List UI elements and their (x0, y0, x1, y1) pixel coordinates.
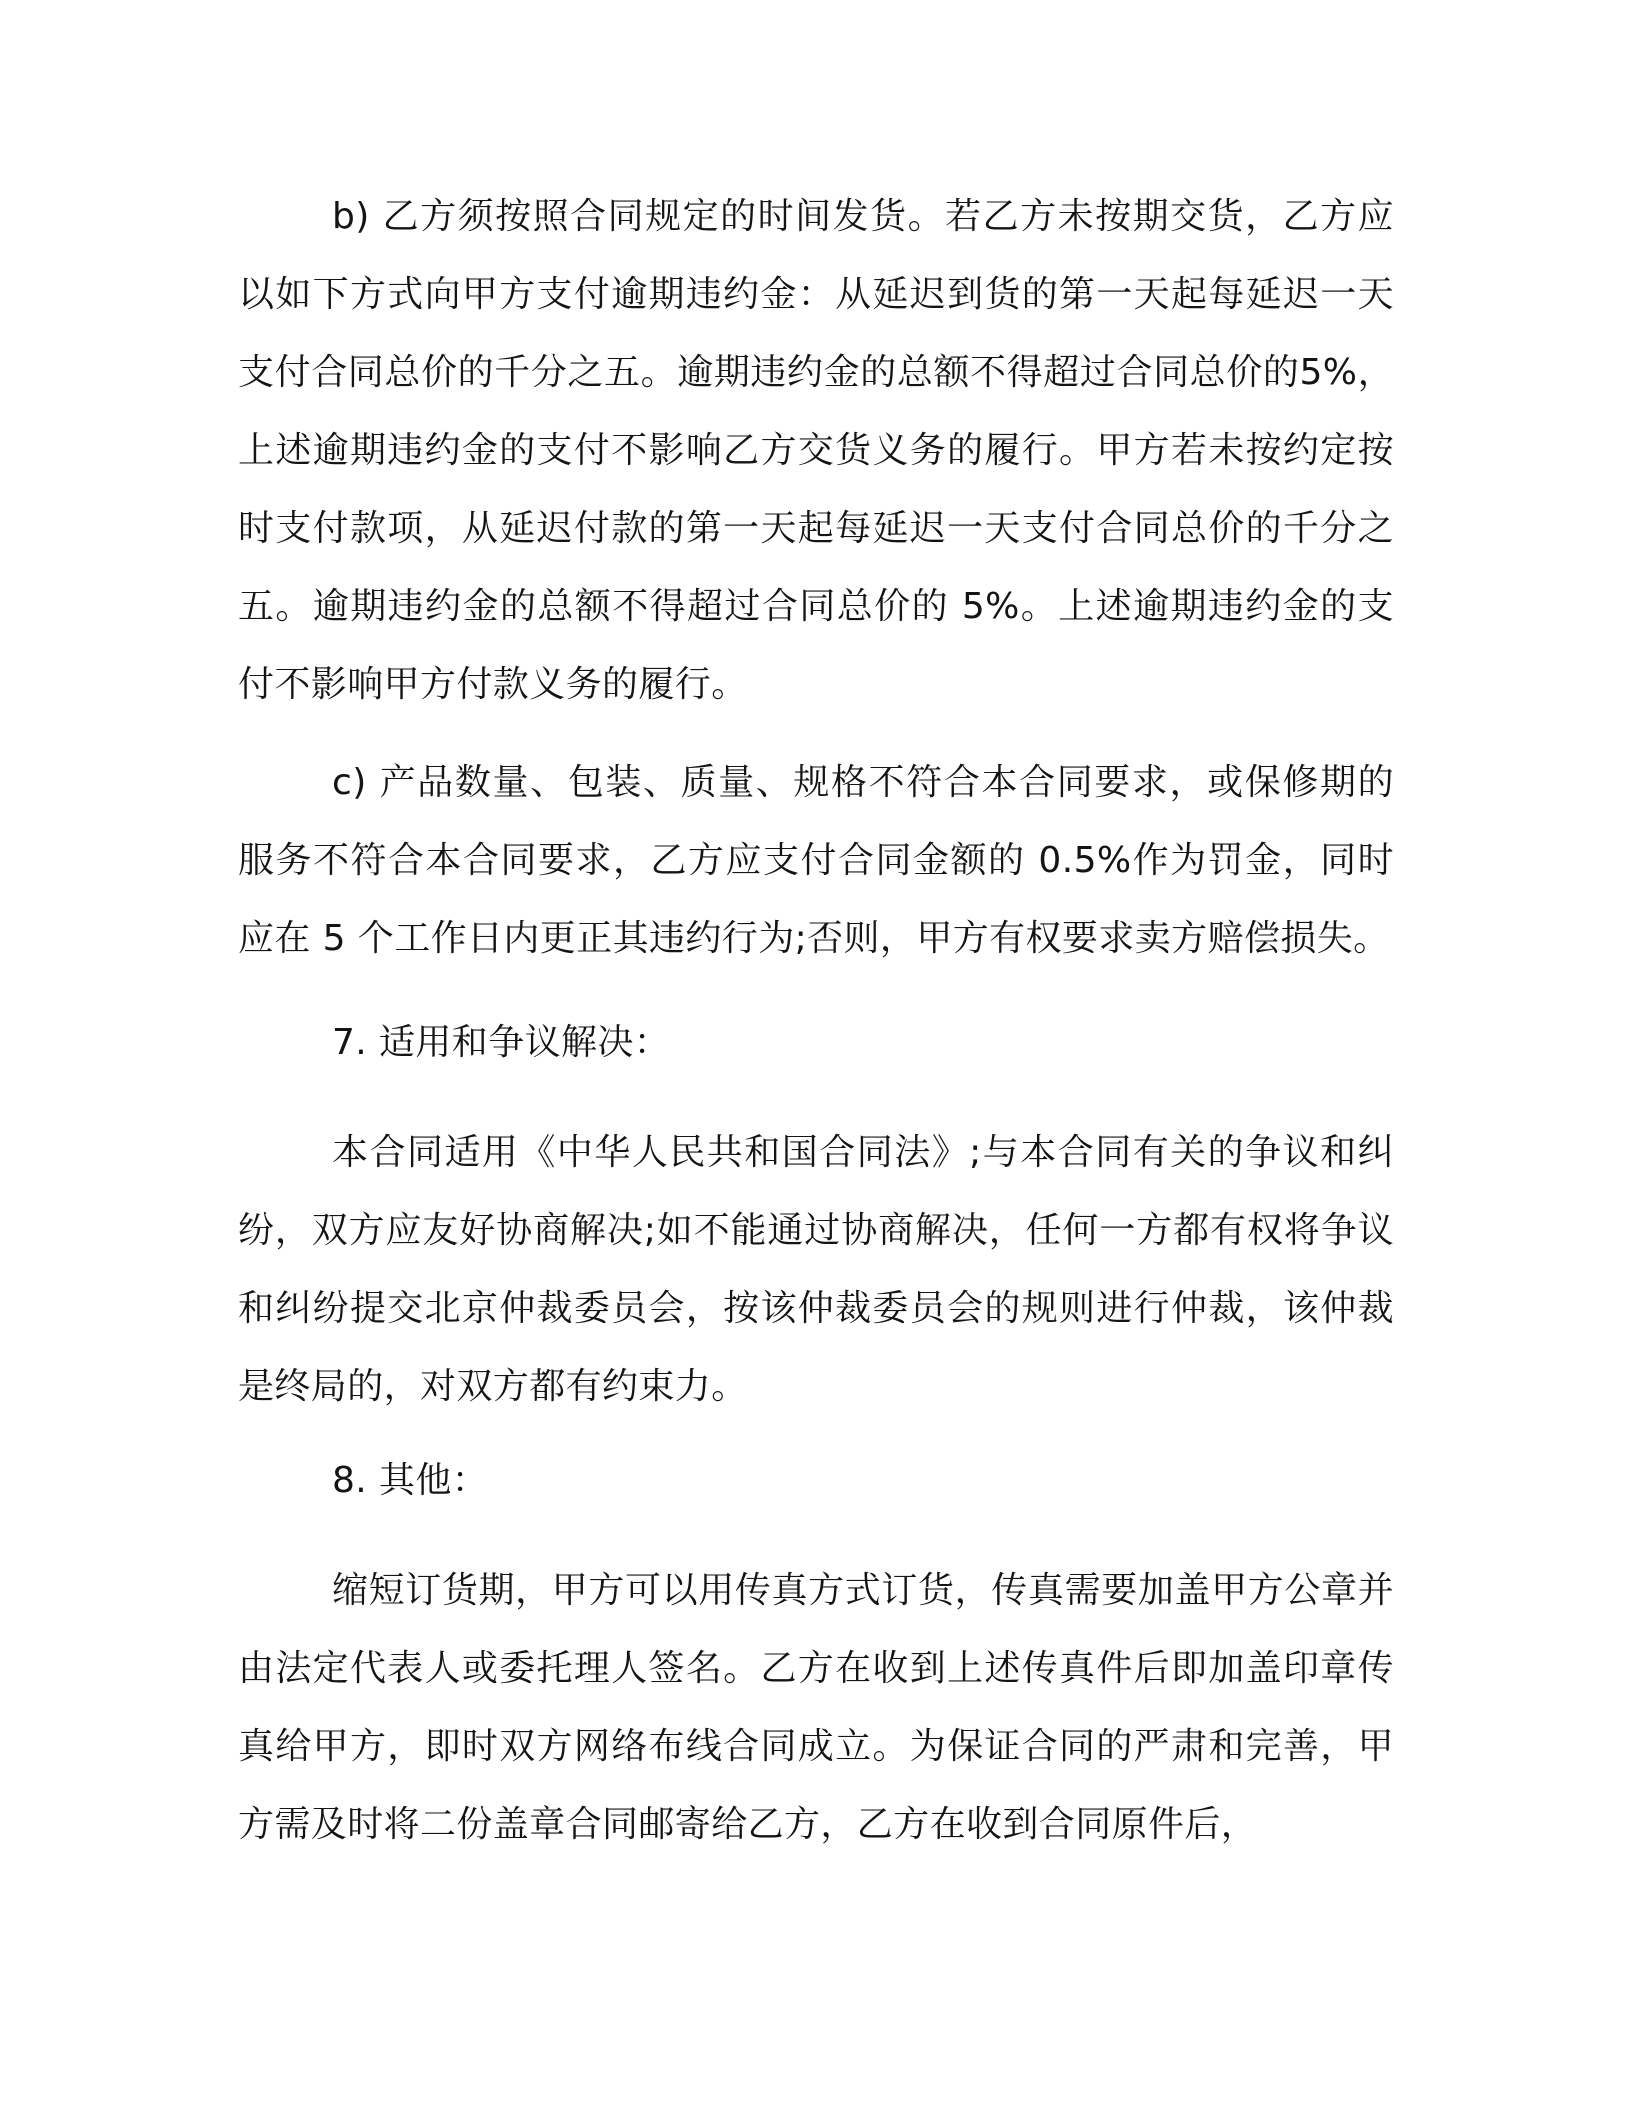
paragraph-clause-b: b) 乙方须按照合同规定的时间发货。若乙方未按期交货，乙方应以如下方式向甲方支付逾期违约金：从延迟到货的第一天起每延迟一天支付合同总价的千分之五。逾期违约金的总额不得超过合同总价的5%，上述逾期违约金的支付不影响乙方交货义务的履行。甲方若未按约定按时支付款项，从延迟付款的第一天起每延迟一天支付合同总价的千分之五。逾期违约金的总额不得超过合同总价的 5%。上述逾期违约金的支付不影响甲方付款义务的履行。 (238, 196, 1394, 705)
paragraph-clause-c: c) 产品数量、包装、质量、规格不符合本合同要求，或保修期的服务不符合本合同要求，乙方应支付合同金额的 0.5%作为罚金，同时应在 5 个工作日内更正其违约行为;否则，甲方有权要求卖方赔偿损失。 (238, 762, 1394, 959)
section-8-heading: 8. 其他： (332, 1460, 489, 1501)
section-8-body: 缩短订货期，甲方可以用传真方式订货，传真需要加盖甲方公章并由法定代表人或委托理人签名。乙方在收到上述传真件后即加盖印章传真给甲方，即时双方网络布线合同成立。为保证合同的严肃和完善，甲方需及时将二份盖章合同邮寄给乙方，乙方在收到合同原件后， (238, 1570, 1394, 1845)
section-7-heading: 7. 适用和争议解决： (332, 1022, 671, 1063)
section-7-body: 本合同适用《中华人民共和国合同法》;与本合同有关的争议和纠纷，双方应友好协商解决;如不能通过协商解决，任何一方都有权将争议和纠纷提交北京仲裁委员会，按该仲裁委员会的规则进行仲裁，该仲裁是终局的，对双方都有约束力。 (238, 1132, 1394, 1407)
